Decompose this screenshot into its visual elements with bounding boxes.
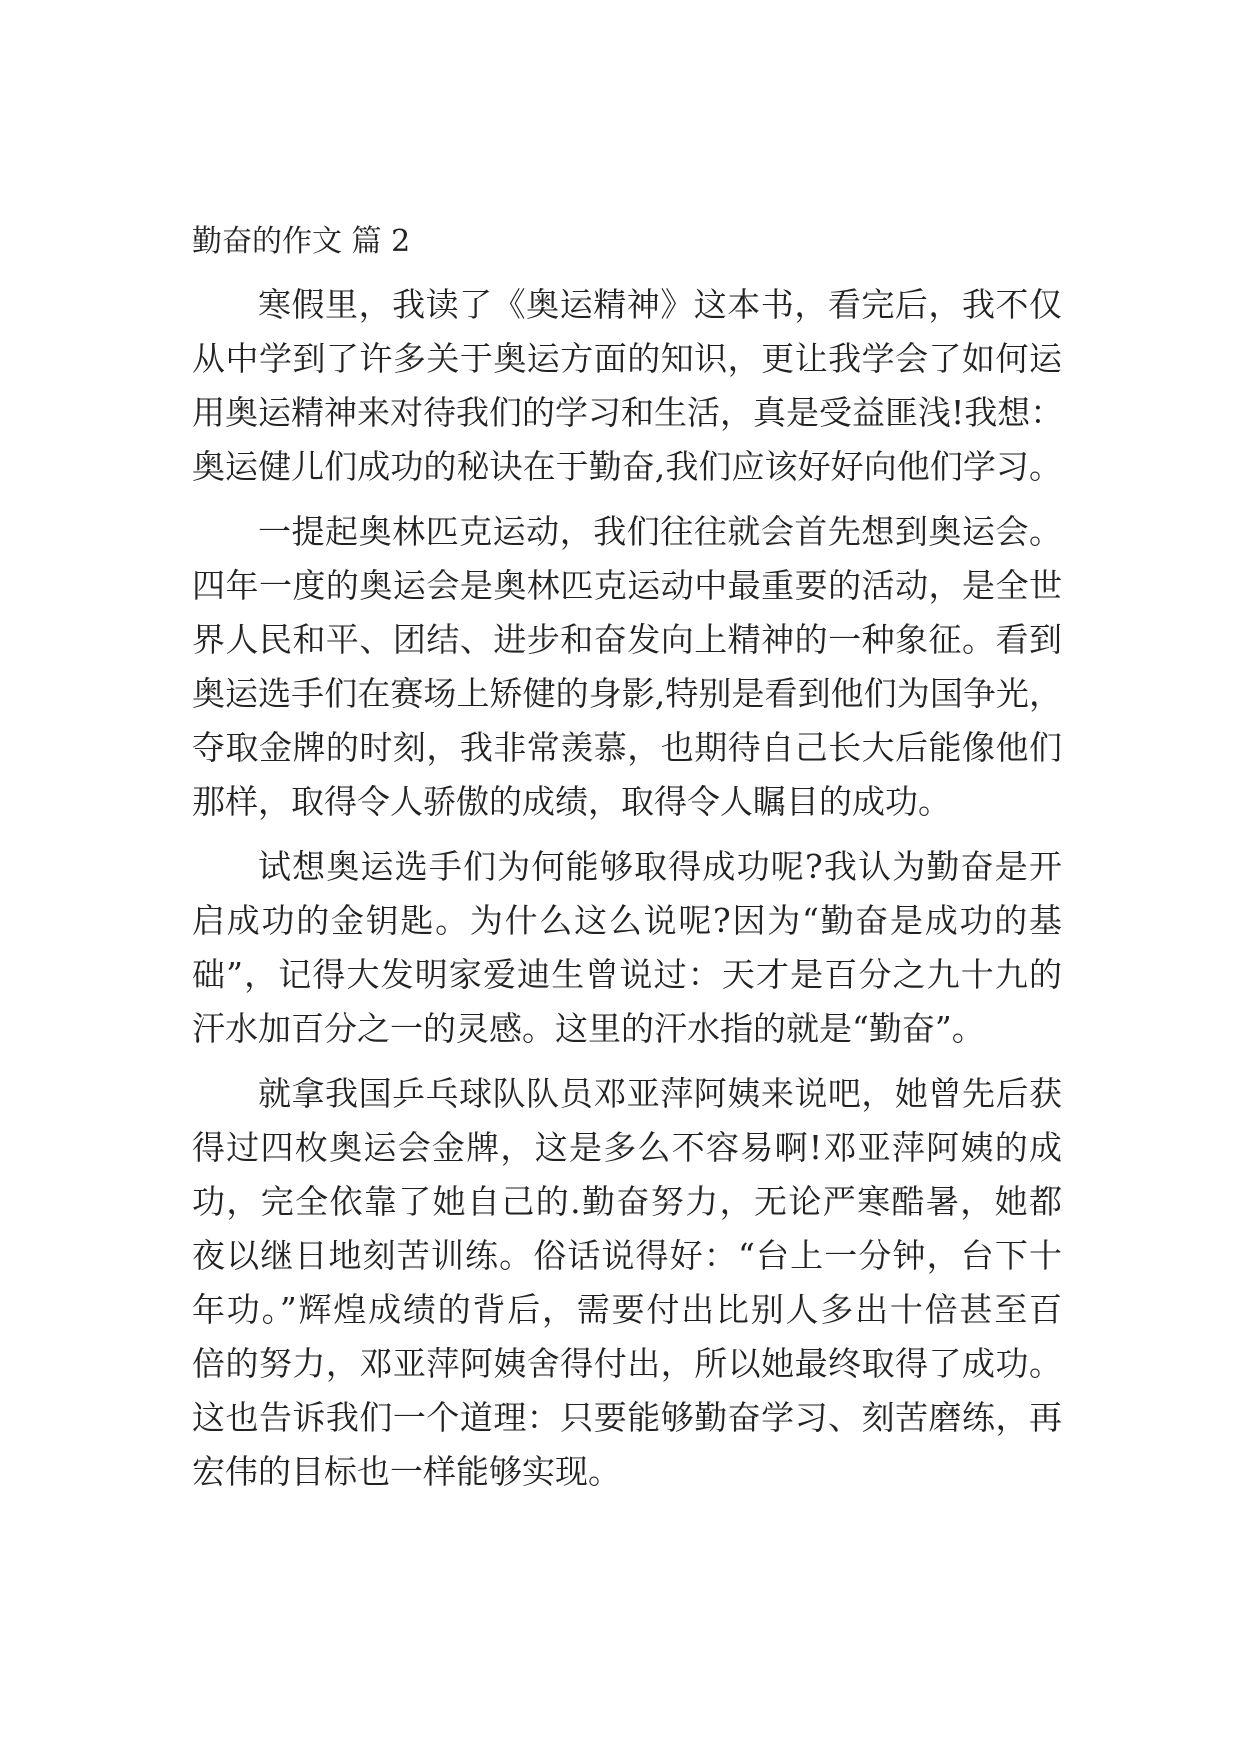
text-line: 这也告诉我们一个道理：只要能够勤奋学习、刻苦磨练，再 — [192, 1398, 1062, 1437]
text-line: 功，完全依靠了她自己的.勤奋努力，无论严寒酷暑，她都 — [192, 1182, 1062, 1221]
text-line: 夺取金牌的时刻，我非常羡慕，也期待自己长大后能像他们 — [192, 728, 1062, 767]
text-line: 倍的努力，邓亚萍阿姨舍得付出，所以她最终取得了成功。 — [192, 1344, 1062, 1383]
paragraph-4 — [192, 1067, 1062, 1499]
text-line: 汗水加百分之一的灵感。这里的汗水指的就是“勤奋”。 — [192, 1009, 985, 1048]
text-line: 奥运健儿们成功的秘诀在于勤奋,我们应该好好向他们学习。 — [192, 447, 1062, 486]
paragraph-3 — [192, 840, 1062, 1056]
text-line: 奥运选手们在赛场上矫健的身影,特别是看到他们为国争光， — [192, 674, 1062, 713]
text-line: 启成功的金钥匙。为什么这么说呢?因为“勤奋是成功的基 — [192, 901, 1062, 940]
text-line: 宏伟的目标也一样能够实现。 — [192, 1452, 621, 1491]
text-line: 得过四枚奥运会金牌，这是多么不容易啊!邓亚萍阿姨的成 — [192, 1128, 1062, 1167]
text-line: 用奥运精神来对待我们的学习和生活，真是受益匪浅!我想： — [192, 393, 1064, 432]
document-title: 勤奋的作文 篇 2 — [192, 224, 411, 259]
text-line: 寒假里，我读了《奥运精神》这本书，看完后，我不仅 — [258, 285, 1062, 324]
text-line: 夜以继日地刻苦训练。俗话说得好：“台上一分钟，台下十 — [192, 1236, 1062, 1275]
document-body — [192, 278, 1062, 1499]
paragraph-2 — [192, 505, 1062, 829]
text-line: 试想奥运选手们为何能够取得成功呢?我认为勤奋是开 — [258, 847, 1062, 886]
text-line: 年功。”辉煌成绩的背后，需要付出比别人多出十倍甚至百 — [192, 1290, 1062, 1329]
text-line: 界人民和平、团结、进步和奋发向上精神的一种象征。看到 — [192, 620, 1062, 659]
text-line: 础”，记得大发明家爱迪生曾说过：天才是百分之九十九的 — [192, 955, 1062, 994]
text-line: 从中学到了许多关于奥运方面的知识，更让我学会了如何运 — [192, 339, 1062, 378]
paragraph-1 — [192, 278, 1062, 494]
text-line: 一提起奥林匹克运动，我们往往就会首先想到奥运会。 — [258, 512, 1062, 551]
text-line: 那样，取得令人骄傲的成绩，取得令人瞩目的成功。 — [192, 782, 951, 821]
text-line: 四年一度的奥运会是奥林匹克运动中最重要的活动，是全世 — [192, 566, 1062, 605]
text-line: 就拿我国乒乓球队队员邓亚萍阿姨来说吧，她曾先后获 — [258, 1074, 1062, 1113]
